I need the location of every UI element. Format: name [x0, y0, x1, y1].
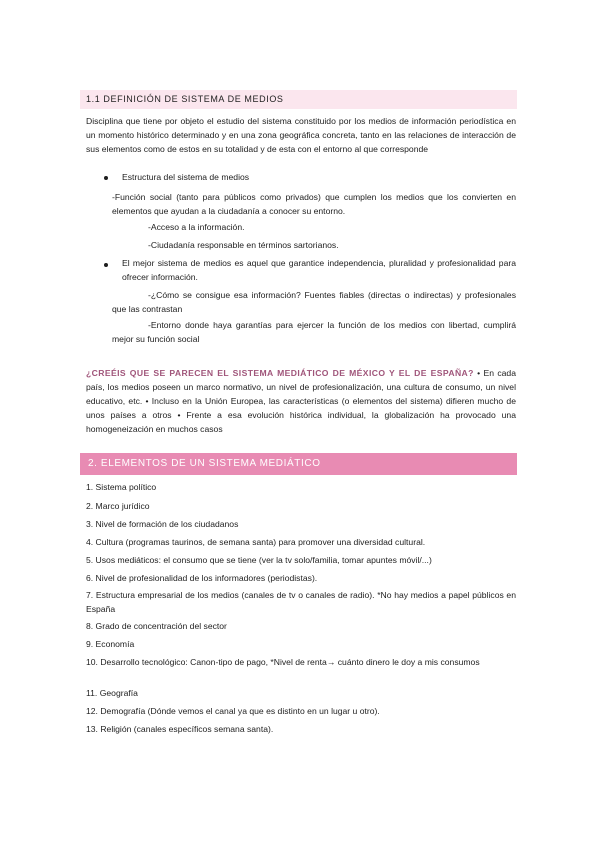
question-paragraph	[86, 366, 516, 436]
list-item: 10. Desarrollo tecnológico: Canon-tipo de pago, *Nivel de renta→ cuánto dinero le doy a mis consumos	[86, 657, 480, 667]
list-item: 11. Geografía	[86, 688, 138, 698]
list-item: 2. Marco jurídico	[86, 501, 150, 511]
list-item: 3. Nivel de formación de los ciudadanos	[86, 519, 239, 529]
bullet-1-text: -Función social (tanto para públicos como privados) que cumplen los medios que los convierten en elementos que ayudan a la ciudadanía a conocer su entorno.	[112, 192, 516, 216]
section-heading-1: 1.1 DEFINICIÓN DE SISTEMA DE MEDIOS	[80, 90, 517, 109]
question-text: • En cada país, los medios poseen un marco normativo, un nivel de profesionalización, una cultura de consumo, un nivel educativo, etc. • Incluso en la Unión Europea, las características (o elementos del sistema) difieren mucho de unos países a otros • Frente a esa evolución histórica individual, la globalización ha provocado una homogeneización en muchos casos	[86, 368, 516, 434]
list-item: 12. Demografía (Dónde vemos el canal ya que es distinto en un lugar u otro).	[86, 706, 380, 716]
bullet-2-text: El mejor sistema de medios es aquel que garantice independencia, pluralidad y profesionalidad para ofrecer información.	[122, 258, 516, 282]
list-item: 13. Religión (canales específicos semana santa).	[86, 724, 274, 734]
list-item: 7. Estructura empresarial de los medios (canales de tv o canales de radio). *No hay medios a papel públicos en España	[86, 590, 516, 614]
list-item: 6. Nivel de profesionalidad de los informadores (periodistas).	[86, 573, 318, 583]
sub-item-environment: -Entorno donde haya garantías para ejercer la función de los medios con libertad, cumplirá mejor su función social	[112, 320, 516, 344]
bullet-dot-1	[104, 176, 108, 180]
intro-paragraph: Disciplina que tiene por objeto el estudio del sistema constituido por los medios de información periodística en un momento histórico determinado y en una zona geográfica concreta, tanto en las relaciones de interacción de sus elementos como de estos en su totalidad y de esta con el entorno al que corresponde	[86, 116, 516, 154]
sub-item-citizenship: -Ciudadanía responsable en términos sartorianos.	[148, 240, 339, 250]
bullet-1-title: Estructura del sistema de medios	[122, 172, 250, 182]
bullet-dot-2	[104, 263, 108, 267]
sub-item-sources: -¿Cómo se consigue esa información? Fuentes fiables (directas o indirectas) y profesionales que las contrastan	[112, 290, 516, 314]
list-item: 4. Cultura (programas taurinos, de semana santa) para promover una diversidad cultural.	[86, 537, 426, 547]
list-item: 5. Usos mediáticos: el consumo que se tiene (ver la tv solo/familia, tomar apuntes móvil/...)	[86, 555, 432, 565]
question-lead: ¿CREÉIS QUE SE PARECEN EL SISTEMA MEDIÁTICO DE MÉXICO Y EL DE ESPAÑA?	[86, 368, 474, 378]
list-item: 1. Sistema político	[86, 482, 157, 492]
list-item: 8. Grado de concentración del sector	[86, 621, 227, 631]
section-heading-2: 2. ELEMENTOS DE UN SISTEMA MEDIÁTICO	[80, 453, 517, 475]
list-item: 9. Economía	[86, 639, 135, 649]
sub-item-access: -Acceso a la información.	[148, 222, 245, 232]
